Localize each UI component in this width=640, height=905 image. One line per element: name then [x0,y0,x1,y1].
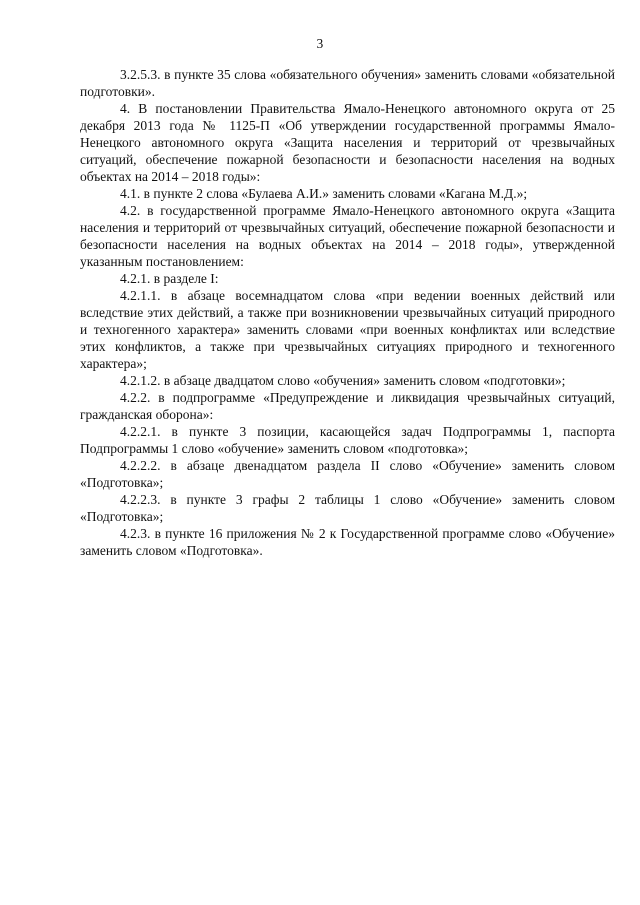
paragraph-4-2-2: 4.2.2. в подпрограмме «Предупреждение и ликвидация чрезвычайных ситуаций, гражданская оборона»: [80,390,615,422]
page-number: 3 [316,36,324,51]
paragraph-4-2-1-2: 4.2.1.2. в абзаце двадцатом слово «обучения» заменить словом «подготовки»; [120,373,566,388]
document-body [80,66,615,559]
paragraph-4-2: 4.2. в государственной программе Ямало-Ненецкого автономного округа «Защита населения и территорий от чрезвычайных ситуаций, обеспечение пожарной безопасности и безопасности населения на водных объектах на 2014 – 2018 годы», утвержденной указанным постановлением: [80,203,615,269]
paragraph-4-2-2-1: 4.2.2.1. в пункте 3 позиции, касающейся задач Подпрограммы 1, паспорта Подпрограммы 1 слово «обучение» заменить словом «подготовка»; [80,424,615,456]
paragraph-3-2-5-3: 3.2.5.3. в пункте 35 слова «обязательного обучения» заменить словами «обязательной подготовки». [80,67,615,99]
paragraph-4-2-3: 4.2.3. в пункте 16 приложения № 2 к Государственной программе слово «Обучение» заменить словом «Подготовка». [80,526,615,558]
paragraph-4-2-1: 4.2.1. в разделе I: [120,271,219,286]
paragraph-4-2-2-2: 4.2.2.2. в абзаце двенадцатом раздела II слово «Обучение» заменить словом «Подготовка»; [80,458,615,490]
paragraph-4: 4. В постановлении Правительства Ямало-Ненецкого автономного округа от 25 декабря 2013 года № 1125-П «Об утверждении государственной программы Ямало-Ненецкого автономного округа «Защита населения и территорий от чрезвычайных ситуаций, обеспечение пожарной безопасности и безопасности населения на водных объектах на 2014 – 2018 годы»: [80,101,615,184]
paragraph-4-2-2-3: 4.2.2.3. в пункте 3 графы 2 таблицы 1 слово «Обучение» заменить словом «Подготовка»; [80,492,615,524]
paragraph-4-1: 4.1. в пункте 2 слова «Булаева А.И.» заменить словами «Кагана М.Д.»; [120,186,528,201]
paragraph-4-2-1-1: 4.2.1.1. в абзаце восемнадцатом слова «при ведении военных действий или вследствие этих действий, а также при возникновении чрезвычайных ситуаций природного и техногенного характера» заменить словами «при военных конфликтах или вследствие этих конфликтов, а также при чрезвычайных ситуациях природного и техногенного характера»; [80,288,615,371]
